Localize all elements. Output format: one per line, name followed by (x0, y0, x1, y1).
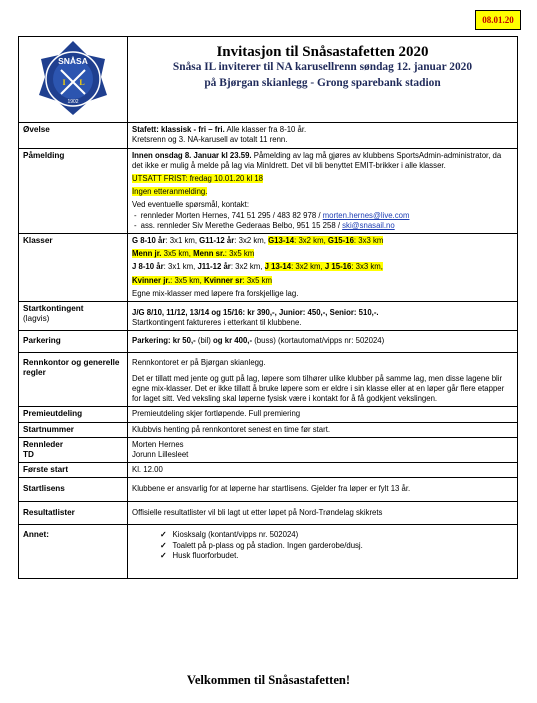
class-j1112: J11-12 år (197, 262, 231, 272)
startkontingent-sublabel: (lagvis) (23, 314, 50, 324)
pamelding-info: Påmelding av lag må gjøres av klubbens SportsAdmin-administrator, da det ikke er mulig å melde på lag via MinIdrett. Det vil bli benyttet EMIT-brikker i alle klasser. (132, 150, 502, 170)
klasser-mix: Egne mix-klasser med løpere fra forskjellige lag. (132, 288, 299, 298)
label-annet: Annet: (19, 524, 128, 578)
class-g1112-dist: : 3x2 km, (234, 236, 269, 246)
startkontingent-invoice: Startkontingent faktureres i etterkant til klubbene. (132, 318, 302, 328)
row-startnummer (19, 422, 518, 437)
row-ovelse (19, 123, 518, 148)
email-link-1[interactable]: morten.hernes@live.com (322, 210, 410, 220)
label-premieutdeling: Premieutdeling (19, 407, 128, 422)
list-item (160, 541, 513, 552)
check-icon: ✓ (160, 529, 167, 539)
value-startkontingent (128, 302, 518, 331)
label-startnummer: Startnummer (19, 422, 128, 437)
class-mennjr: Menn jr. (132, 249, 162, 259)
class-g810: G 8-10 år (132, 236, 166, 246)
klasser-line-kvinner (132, 276, 513, 286)
row-rennleder-td (19, 437, 518, 462)
row-startlisens (19, 478, 518, 501)
startkontingent-prices: J/G 8/10, 11/12, 13/14 og 15/16: kr 390,-, Junior: 450,-, Senior: 510,-. (132, 308, 379, 318)
contact-list (132, 211, 513, 231)
ovelse-stafett: Stafett: klassisk - fri – fri. (132, 125, 225, 135)
class-mennsr-dist: : 3x5 km (224, 249, 255, 259)
logo-letter-2: L (79, 78, 85, 87)
club-logo (19, 37, 127, 119)
contact-2-text: ass. rennleder Siv Merethe Gederaas Belbo, 951 15 258 / (140, 220, 343, 230)
value-klasser (128, 234, 518, 302)
logo-name: SNÅSA (58, 56, 88, 66)
row-annet (19, 524, 518, 578)
class-j1516-dist: : 3x3 km, (351, 262, 383, 272)
label-pamelding: Påmelding (19, 148, 128, 233)
class-j810-dist: : 3x1 km, (163, 262, 198, 272)
label-resultatlister: Resultatlister (19, 501, 128, 524)
ovelse-krets: Kretsrenn og 3. NA-karusell av totalt 11 renn. (132, 135, 288, 145)
klasser-line-jenter (132, 262, 513, 272)
value-ovelse (128, 123, 518, 148)
value-premieutdeling: Premieutdeling skjer fortløpende. Full premiering (128, 407, 518, 422)
rennleder-name: Morten Hernes (132, 439, 184, 449)
parkering-bil: (bil) (195, 336, 214, 346)
value-annet (128, 524, 518, 578)
klasser-line-gutter (132, 236, 513, 246)
title-cell (128, 37, 518, 123)
header-row (19, 37, 518, 123)
logo-year: 1902 (67, 99, 79, 105)
parkering-buss-price: og kr 400,- (213, 336, 253, 346)
value-forste-start: Kl. 12.00 (128, 463, 518, 478)
class-kvinnersr: Kvinner sr (203, 275, 243, 285)
class-g1516-dist: : 3x3 km (353, 236, 384, 246)
row-klasser (19, 234, 518, 302)
row-startkontingent (19, 302, 518, 331)
label-rennkontor: Rennkontor og generelle regler (19, 352, 128, 407)
startkontingent-label: Startkontingent (23, 304, 84, 314)
row-parkering (19, 331, 518, 352)
annet-item-text: Husk fluorforbudet. (172, 551, 239, 561)
class-g1112: G11-12 år (199, 236, 235, 246)
row-rennkontor (19, 352, 518, 407)
class-g1314-dist: : 3x2 km, (294, 236, 328, 246)
list-item (160, 530, 513, 541)
rennleder-label: Rennleder (23, 439, 64, 449)
list-item (160, 551, 513, 562)
value-resultatlister: Offisielle resultatlister vil bli lagt ut etter løpet på Nord-Trøndelag skikrets (128, 501, 518, 524)
value-pamelding (128, 148, 518, 233)
pamelding-deadline: Innen onsdag 8. Januar kl 23.59. (132, 150, 252, 160)
class-j1112-dist: : 3x2 km, (230, 262, 265, 272)
check-icon: ✓ (160, 551, 167, 561)
class-kvinnerjr: Kvinner jr. (132, 275, 171, 285)
class-g1314: G13-14 (268, 236, 295, 246)
contact-intro: Ved eventuelle spørsmål, kontakt: (132, 200, 250, 210)
annet-item-text: Toalett på p-plass og på stadion. Ingen garderobe/dusj. (172, 540, 363, 550)
label-ovelse: Øvelse (19, 123, 128, 148)
row-resultatlister (19, 501, 518, 524)
class-j1516: J 15-16 (324, 262, 352, 272)
annet-list (160, 530, 513, 562)
label-rennleder-td (19, 437, 128, 462)
footer-welcome: Velkommen til Snåsastafetten! (186, 673, 351, 687)
ovelse-klasser: Alle klasser fra 8-10 år. (224, 125, 307, 135)
value-startlisens: Klubbene er ansvarlig for at løperne har startlisens. Gjelder fra løper er fylt 13 år. (128, 478, 518, 501)
contact-item (142, 221, 513, 231)
td-label: TD (23, 450, 34, 460)
rennkontor-location: Rennkontoret er på Bjørgan skianlegg. (132, 357, 266, 367)
td-name: Jorunn Lillesleet (132, 450, 189, 460)
parkering-bil-price: Parkering: kr 50,- (132, 336, 196, 346)
class-j810: J 8-10 år (132, 262, 164, 272)
value-rennkontor (128, 352, 518, 407)
invitation-table (18, 36, 518, 579)
rennkontor-rules: Det er tillatt med jente og gutt på lag, løpere som tilhører ulike klubber på samme lag, men disse lagene blir egne mix-klasser. Det er ikke tillatt å bruke løpere som er eldre i sin klasse eller at en løper går flere etapper for laget sitt. Ved veksling skal løperne fysisk være i kontakt for å få godkjent vekslingen. (132, 373, 505, 404)
contact-item (142, 211, 513, 221)
row-pamelding (19, 148, 518, 233)
class-kvinnerjr-dist: : 3x5 km, (170, 275, 204, 285)
page-title: Invitasjon til Snåsastafetten 2020 (216, 44, 429, 60)
class-mennsr: Menn sr. (193, 249, 225, 259)
date-stamp: 08.01.20 (475, 10, 521, 30)
label-startkontingent (19, 302, 128, 331)
label-parkering: Parkering (19, 331, 128, 352)
check-icon: ✓ (160, 540, 167, 550)
class-mennjr-dist: 3x5 km, (161, 249, 194, 259)
subtitle-2: på Bjørgan skianlegg - Grong sparebank stadion (204, 77, 441, 90)
row-forste-start (19, 463, 518, 478)
class-kvinnersr-dist: : 3x5 km (242, 275, 272, 285)
class-j1314-dist: : 3x2 km, (291, 262, 325, 272)
value-rennleder-td (128, 437, 518, 462)
label-klasser: Klasser (19, 234, 128, 302)
klasser-line-menn (132, 249, 513, 259)
utsatt-frist: UTSATT FRIST: fredag 10.01.20 kl 18 (132, 174, 264, 184)
row-premieutdeling (19, 407, 518, 422)
value-startnummer: Klubbvis henting på rennkontoret senest en time før start. (128, 422, 518, 437)
parkering-buss: (buss) (kortautomat/vipps nr: 502024) (252, 336, 385, 346)
value-parkering (128, 331, 518, 352)
contact-1-text: rennleder Morten Hernes, 741 51 295 / 483 82 978 / (140, 210, 323, 220)
label-forste-start: Første start (19, 463, 128, 478)
annet-item-text: Kiosksalg (kontant/vipps nr. 502024) (172, 529, 299, 539)
subtitle-1: Snåsa IL inviterer til NA karusellrenn søndag 12. januar 2020 (172, 61, 473, 74)
class-g1516: G15-16 (327, 236, 354, 246)
email-link-2[interactable]: ski@snasail.no (342, 220, 395, 230)
label-startlisens: Startlisens (19, 478, 128, 501)
logo-letter-1: I (62, 78, 66, 87)
class-j1314: J 13-14 (264, 262, 292, 272)
ingen-etteranmelding: Ingen etteranmelding. (132, 187, 208, 197)
logo-cell (19, 37, 128, 123)
class-g810-dist: : 3x1 km, (165, 236, 200, 246)
